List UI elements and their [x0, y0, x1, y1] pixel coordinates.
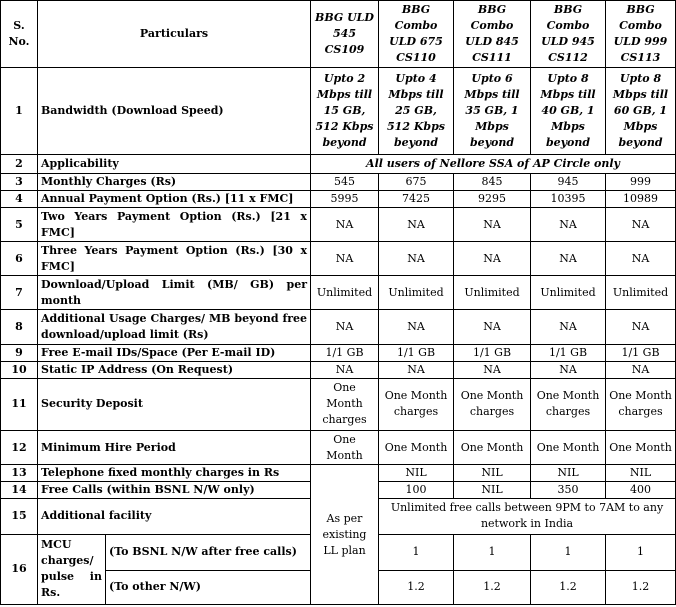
cell: 1.2: [531, 570, 606, 604]
cell: NIL: [454, 482, 531, 499]
row-label: Free E-mail IDs/Space (Per E-mail ID): [38, 344, 311, 361]
cell: NA: [606, 208, 676, 242]
cell: Unlimited: [606, 276, 676, 310]
cell: 1/1 GB: [454, 344, 531, 361]
mcu-sub-label-other: (To other N/W): [106, 570, 311, 604]
cell: NA: [606, 310, 676, 344]
cell: One Month charges: [531, 378, 606, 430]
row-two-years: [1, 208, 676, 242]
cell: NA: [606, 361, 676, 378]
cell: 1.2: [454, 570, 531, 604]
cell: NA: [311, 310, 379, 344]
cell: One Month: [311, 431, 379, 465]
cell: Unlimited: [454, 276, 531, 310]
row-label: Bandwidth (Download Speed): [38, 68, 311, 154]
row-static-ip: [1, 361, 676, 378]
row-label: Additional Usage Charges/ MB beyond free download/upload limit (Rs): [38, 310, 311, 344]
sno-header: S. No.: [1, 1, 38, 68]
cell: 1/1 GB: [531, 344, 606, 361]
cell: One Month: [454, 431, 531, 465]
cell: NA: [531, 242, 606, 276]
cell: Unlimited: [311, 276, 379, 310]
row-number: 13: [1, 465, 38, 482]
cell: NIL: [606, 465, 676, 482]
cell: One Month charges: [606, 378, 676, 430]
plan-header-999: BBG Combo ULD 999 CS113: [606, 1, 676, 68]
cell: NA: [606, 242, 676, 276]
cell: 1.2: [379, 570, 454, 604]
row-minimum-hire: [1, 431, 676, 465]
row-number: 8: [1, 310, 38, 344]
cell: NA: [531, 208, 606, 242]
cell: 945: [531, 173, 606, 190]
cell: 845: [454, 173, 531, 190]
row-label: Minimum Hire Period: [38, 431, 311, 465]
row-label: Monthly Charges (Rs): [38, 173, 311, 190]
row-monthly-charges: [1, 173, 676, 190]
row-telephone-fixed: [1, 465, 676, 482]
cell: 400: [606, 482, 676, 499]
row-annual-payment: [1, 190, 676, 207]
row-number: 6: [1, 242, 38, 276]
cell: 100: [379, 482, 454, 499]
row-label: Three Years Payment Option (Rs.) [30 x FMC]: [38, 242, 311, 276]
row-number: 14: [1, 482, 38, 499]
plan-header-545: BBG ULD 545 CS109: [311, 1, 379, 68]
row-number: 11: [1, 378, 38, 430]
row-number: 7: [1, 276, 38, 310]
cell: Unlimited: [379, 276, 454, 310]
plan-header-945: BBG Combo ULD 945 CS112: [531, 1, 606, 68]
cell: One Month: [379, 431, 454, 465]
row-bandwidth: [1, 68, 676, 154]
cell: 1/1 GB: [311, 344, 379, 361]
additional-facility-value: Unlimited free calls between 9PM to 7AM to any network in India: [379, 499, 676, 534]
mcu-label: MCU charges/ pulse in Rs.: [38, 534, 106, 604]
row-email: [1, 344, 676, 361]
cell: NIL: [379, 465, 454, 482]
cell: Upto 6 Mbps till 35 GB, 1 Mbps beyond: [454, 68, 531, 154]
cell: NA: [379, 310, 454, 344]
cell: One Month charges: [454, 378, 531, 430]
cell: 5995: [311, 190, 379, 207]
cell: 1: [379, 534, 454, 570]
row-label: Additional facility: [38, 499, 311, 534]
cell: 999: [606, 173, 676, 190]
cell: 1/1 GB: [379, 344, 454, 361]
cell: 9295: [454, 190, 531, 207]
row-label: Security Deposit: [38, 378, 311, 430]
cell: NA: [454, 242, 531, 276]
cell: NIL: [454, 465, 531, 482]
applicability-value: All users of Nellore SSA of AP Circle only: [311, 154, 676, 173]
cell: 350: [531, 482, 606, 499]
cell: 1: [531, 534, 606, 570]
cell: NA: [531, 361, 606, 378]
cell: NA: [379, 208, 454, 242]
existing-ll-plan-cell: As per existing LL plan: [311, 465, 379, 605]
cell: 675: [379, 173, 454, 190]
row-number: 5: [1, 208, 38, 242]
row-label: Applicability: [38, 154, 311, 173]
particulars-header: Particulars: [38, 1, 311, 68]
row-number: 2: [1, 154, 38, 173]
row-additional-usage: [1, 310, 676, 344]
row-applicability: [1, 154, 676, 173]
row-number: 12: [1, 431, 38, 465]
row-number: 10: [1, 361, 38, 378]
cell: NA: [379, 242, 454, 276]
cell: NIL: [531, 465, 606, 482]
cell: NA: [311, 242, 379, 276]
cell: Unlimited: [531, 276, 606, 310]
cell: Upto 8 Mbps till 60 GB, 1 Mbps beyond: [606, 68, 676, 154]
cell: 545: [311, 173, 379, 190]
cell: NA: [311, 361, 379, 378]
row-label: Telephone fixed monthly charges in Rs: [38, 465, 311, 482]
mcu-sub-label-bsnl: (To BSNL N/W after free calls): [106, 534, 311, 570]
row-number: 3: [1, 173, 38, 190]
cell: 1: [454, 534, 531, 570]
row-number: 9: [1, 344, 38, 361]
row-number: 16: [1, 534, 38, 604]
cell: NA: [454, 361, 531, 378]
row-number: 4: [1, 190, 38, 207]
cell: 1: [606, 534, 676, 570]
row-download-limit: [1, 276, 676, 310]
row-three-years: [1, 242, 676, 276]
cell: 1.2: [606, 570, 676, 604]
cell: NA: [531, 310, 606, 344]
plan-header-845: BBG Combo ULD 845 CS111: [454, 1, 531, 68]
cell: 10395: [531, 190, 606, 207]
cell: 7425: [379, 190, 454, 207]
cell: Upto 4 Mbps till 25 GB, 512 Kbps beyond: [379, 68, 454, 154]
row-number: 15: [1, 499, 38, 534]
cell: One Month charges: [379, 378, 454, 430]
cell: NA: [379, 361, 454, 378]
cell: NA: [454, 310, 531, 344]
header-row: [1, 1, 676, 68]
cell: One Month charges: [311, 378, 379, 430]
cell: 10989: [606, 190, 676, 207]
row-label: Static IP Address (On Request): [38, 361, 311, 378]
row-label: Free Calls (within BSNL N/W only): [38, 482, 311, 499]
cell: One Month: [531, 431, 606, 465]
cell: 1/1 GB: [606, 344, 676, 361]
cell: NA: [454, 208, 531, 242]
cell: One Month: [606, 431, 676, 465]
cell: NA: [311, 208, 379, 242]
row-security-deposit: [1, 378, 676, 430]
row-label: Download/Upload Limit (MB/ GB) per month: [38, 276, 311, 310]
row-label: Annual Payment Option (Rs.) [11 x FMC]: [38, 190, 311, 207]
plan-header-675: BBG Combo ULD 675 CS110: [379, 1, 454, 68]
row-label: Two Years Payment Option (Rs.) [21 x FMC]: [38, 208, 311, 242]
cell: Upto 2 Mbps till 15 GB, 512 Kbps beyond: [311, 68, 379, 154]
row-number: 1: [1, 68, 38, 154]
cell: Upto 8 Mbps till 40 GB, 1 Mbps beyond: [531, 68, 606, 154]
